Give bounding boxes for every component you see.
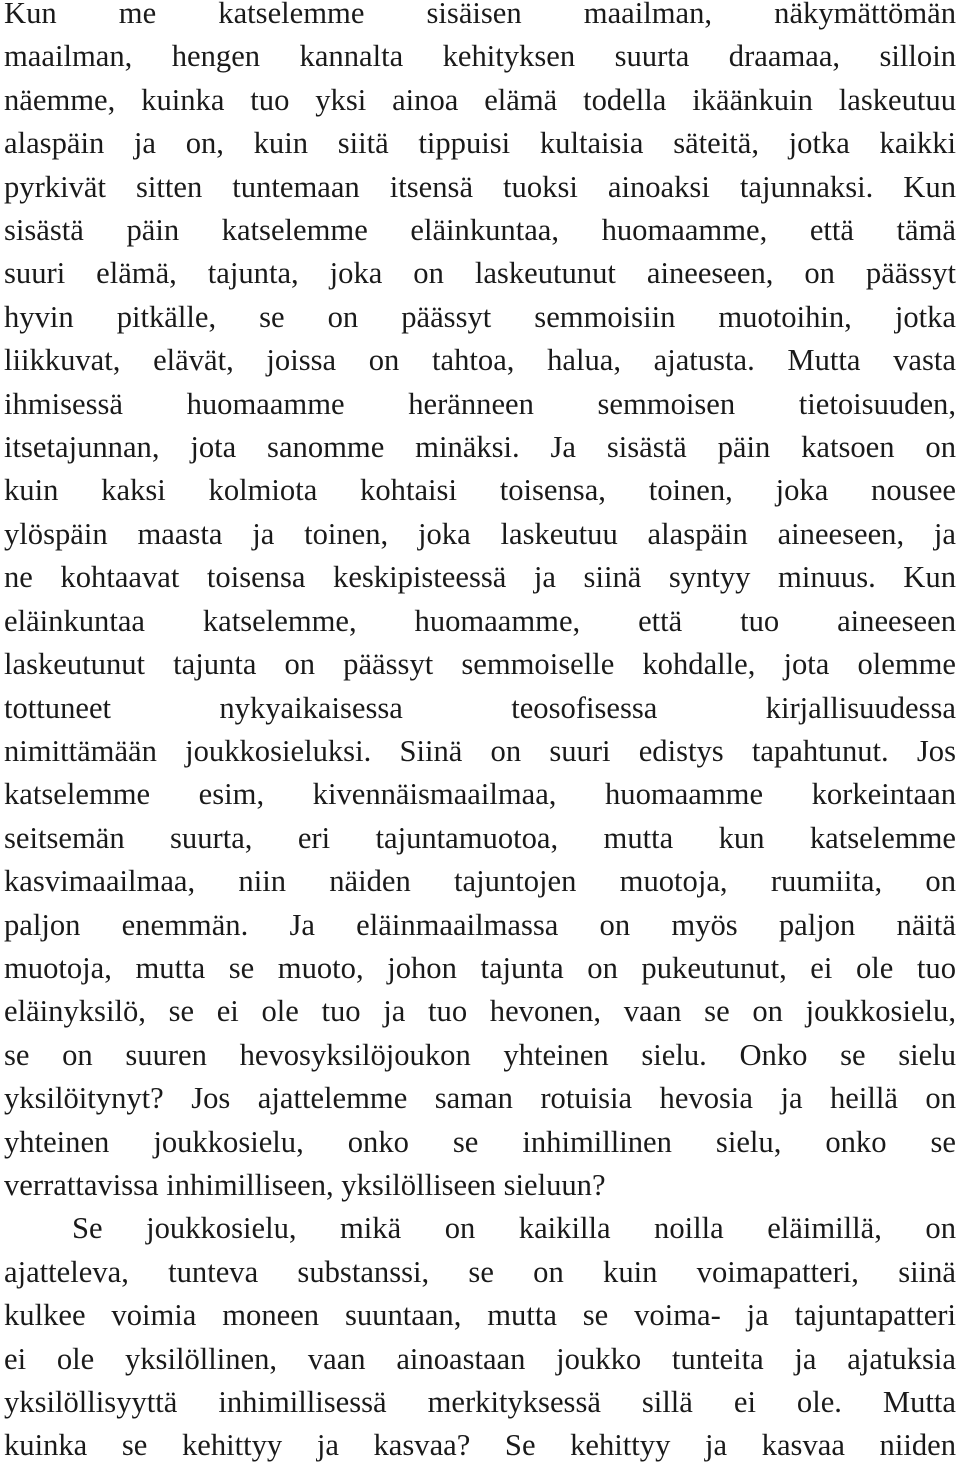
text-line: yhteinen joukkosielu, onko se inhimillinen sielu, onko se: [4, 1124, 956, 1159]
text-line: Se joukkosielu, mikä on kaikilla noilla eläimillä, on: [72, 1211, 956, 1246]
text-line: katselemme esim, kivennäismaailmaa, huomaamme korkeintaan: [4, 777, 956, 812]
text-line: ne kohtaavat toisensa keskipisteessä ja siinä syntyy minuus. Kun: [4, 560, 956, 595]
text-line: liikkuvat, elävät, joissa on tahtoa, halua, ajatusta. Mutta vasta: [4, 343, 956, 378]
text-line: se on suuren hevosyksilöjoukon yhteinen sielu. Onko se sielu: [4, 1037, 956, 1072]
text-line: Kun me katselemme sisäisen maailman, näkymättömän: [4, 0, 956, 30]
text-line: tottuneet nykyaikaisessa teosofisessa kirjallisuudessa: [4, 690, 956, 725]
text-line: eläinkuntaa katselemme, huomaamme, että tuo aineeseen: [4, 603, 956, 638]
text-line: kuinka se kehittyy ja kasvaa? Se kehittyy ja kasvaa niiden: [4, 1428, 956, 1463]
text-line: seitsemän suurta, eri tajuntamuotoa, mutta kun katselemme: [4, 820, 956, 855]
text-line: ihmisessä huomaamme heränneen semmoisen tietoisuuden,: [4, 386, 956, 421]
text-line: kuin kaksi kolmiota kohtaisi toisensa, toinen, joka nousee: [4, 473, 956, 508]
text-line: pyrkivät sitten tuntemaan itsensä tuoksi ainoaksi tajunnaksi. Kun: [4, 169, 956, 204]
text-line: eläinyksilö, se ei ole tuo ja tuo hevonen, vaan se on joukkosielu,: [4, 994, 956, 1029]
text-line: sisästä päin katselemme eläinkuntaa, huomaamme, että tämä: [4, 213, 956, 248]
text-line: näemme, kuinka tuo yksi ainoa elämä todella ikäänkuin laskeutuu: [4, 82, 956, 117]
text-line: suuri elämä, tajunta, joka on laskeutunut aineeseen, on päässyt: [4, 256, 956, 291]
text-line: paljon enemmän. Ja eläinmaailmassa on myös paljon näitä: [4, 907, 956, 942]
text-line: maailman, hengen kannalta kehityksen suurta draamaa, silloin: [4, 39, 956, 74]
text-line: muotoja, mutta se muoto, johon tajunta on pukeutunut, ei ole tuo: [4, 950, 956, 985]
paragraph-1: [4, 0, 956, 1207]
text-line: ylöspäin maasta ja toinen, joka laskeutuu alaspäin aineeseen, ja: [4, 516, 956, 551]
text-line: itsetajunnan, jota sanomme minäksi. Ja sisästä päin katsoen on: [4, 430, 956, 465]
text-line: ajatteleva, tunteva substanssi, se on kuin voimapatteri, siinä: [4, 1254, 956, 1289]
text-line: kulkee voimia moneen suuntaan, mutta se voima- ja tajuntapatteri: [4, 1298, 956, 1333]
text-line: verrattavissa inhimilliseen, yksilölliseen sieluun?: [4, 1167, 606, 1202]
paragraph-2: [4, 1207, 956, 1467]
text-line: ei ole yksilöllinen, vaan ainoastaan joukko tunteita ja ajatuksia: [4, 1341, 956, 1376]
text-line: laskeutunut tajunta on päässyt semmoiselle kohdalle, jota olemme: [4, 647, 956, 682]
text-line: nimittämään joukkosieluksi. Siinä on suuri edistys tapahtunut. Jos: [4, 733, 956, 768]
text-line: alaspäin ja on, kuin siitä tippuisi kultaisia säteitä, jotka kaikki: [4, 126, 956, 161]
text-line: hyvin pitkälle, se on päässyt semmoisiin muotoihin, jotka: [4, 299, 956, 334]
text-line: kasvimaailmaa, niin näiden tajuntojen muotoja, ruumiita, on: [4, 864, 956, 899]
text-line: yksilöitynyt? Jos ajattelemme saman rotuisia hevosia ja heillä on: [4, 1081, 956, 1116]
text-line: yksilöllisyyttä inhimillisessä merkityksessä sillä ei ole. Mutta: [4, 1385, 956, 1419]
